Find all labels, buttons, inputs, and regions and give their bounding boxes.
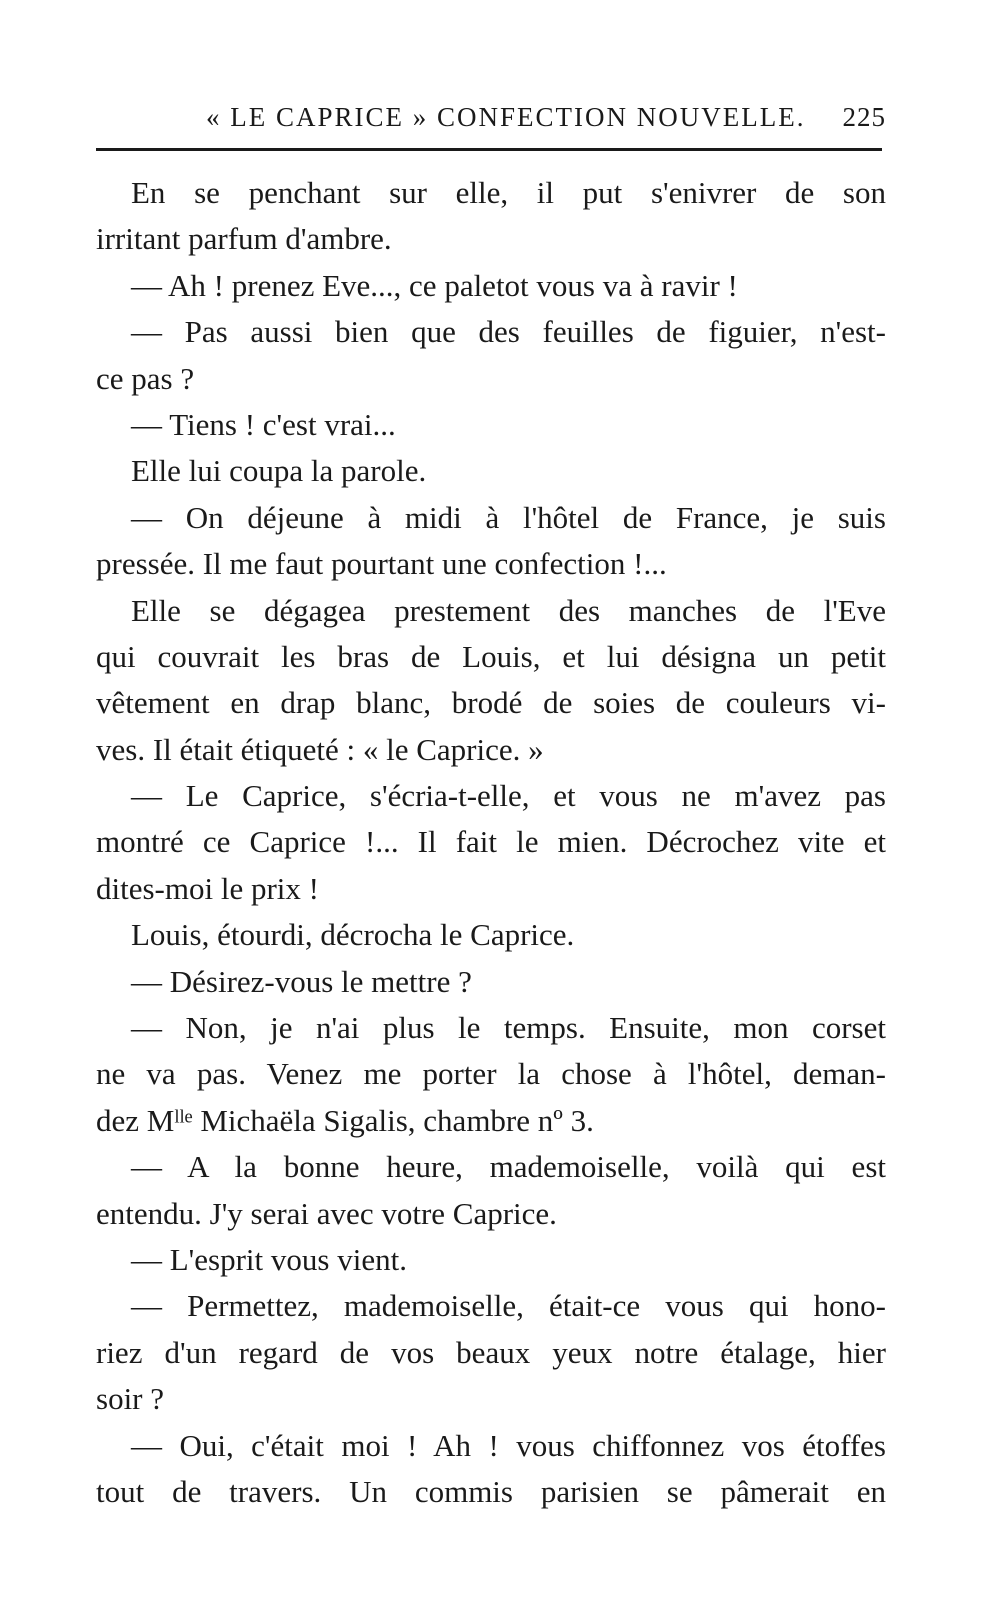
text-line: — Pas aussi bien que des feuilles de figuier, n'est-	[131, 314, 886, 350]
body-text	[96, 170, 886, 1515]
text-line: — On déjeune à midi à l'hôtel de France, je suis	[131, 499, 886, 535]
text-line: — Permettez, mademoiselle, était-ce vous qui hono-	[131, 1288, 886, 1324]
header-rule	[96, 148, 882, 151]
text-line: riez d'un regard de vos beaux yeux notre étalage, hier	[96, 1334, 886, 1370]
text-line: entendu. J'y serai avec votre Caprice.	[96, 1195, 557, 1231]
text-line: — L'esprit vous vient.	[131, 1241, 407, 1277]
text-line: — Le Caprice, s'écria-t-elle, et vous ne m'avez pas	[131, 778, 886, 814]
running-header	[96, 100, 886, 140]
text-line: ce pas ?	[96, 360, 195, 396]
text-line: — A la bonne heure, mademoiselle, voilà qui est	[131, 1149, 886, 1185]
text-line: — Désirez-vous le mettre ?	[131, 963, 472, 999]
text-line: soir ?	[96, 1381, 165, 1417]
text-line: En se penchant sur elle, il put s'enivrer de son	[131, 175, 886, 210]
text-line: ves. Il était étiqueté : « le Caprice. »	[96, 731, 544, 767]
text-line: ne va pas. Venez me porter la chose à l'hôtel, deman-	[96, 1056, 886, 1092]
text-line: vêtement en drap blanc, brodé de soies de couleurs vi-	[96, 685, 886, 721]
text-line: dez Mˡˡᵉ Michaëla Sigalis, chambre nº 3.	[96, 1102, 594, 1138]
text-line: irritant parfum d'ambre.	[96, 221, 392, 257]
text-line: pressée. Il me faut pourtant une confection !...	[96, 546, 667, 582]
text-line: dites-moi le prix !	[96, 870, 319, 906]
text-line: — Oui, c'était moi ! Ah ! vous chiffonnez vos étoffes	[131, 1427, 886, 1463]
text-line: qui couvrait les bras de Louis, et lui désigna un petit	[96, 638, 886, 674]
page-number: 225	[842, 102, 886, 132]
text-line: montré ce Caprice !... Il fait le mien. Décrochez vite et	[96, 824, 886, 860]
text-line: Elle se dégagea prestement des manches de l'Eve	[131, 592, 886, 628]
text-line: tout de travers. Un commis parisien se pâmerait en	[96, 1473, 886, 1509]
text-line: — Non, je n'ai plus le temps. Ensuite, mon corset	[131, 1010, 886, 1046]
running-title: « LE CAPRICE » CONFECTION NOUVELLE.	[206, 102, 806, 132]
text-line: — Tiens ! c'est vrai...	[131, 406, 396, 442]
text-line: Elle lui coupa la parole.	[131, 453, 427, 489]
text-line: Louis, étourdi, décrocha le Caprice.	[131, 917, 575, 953]
text-line: — Ah ! prenez Eve..., ce paletot vous va à ravir !	[131, 267, 738, 303]
